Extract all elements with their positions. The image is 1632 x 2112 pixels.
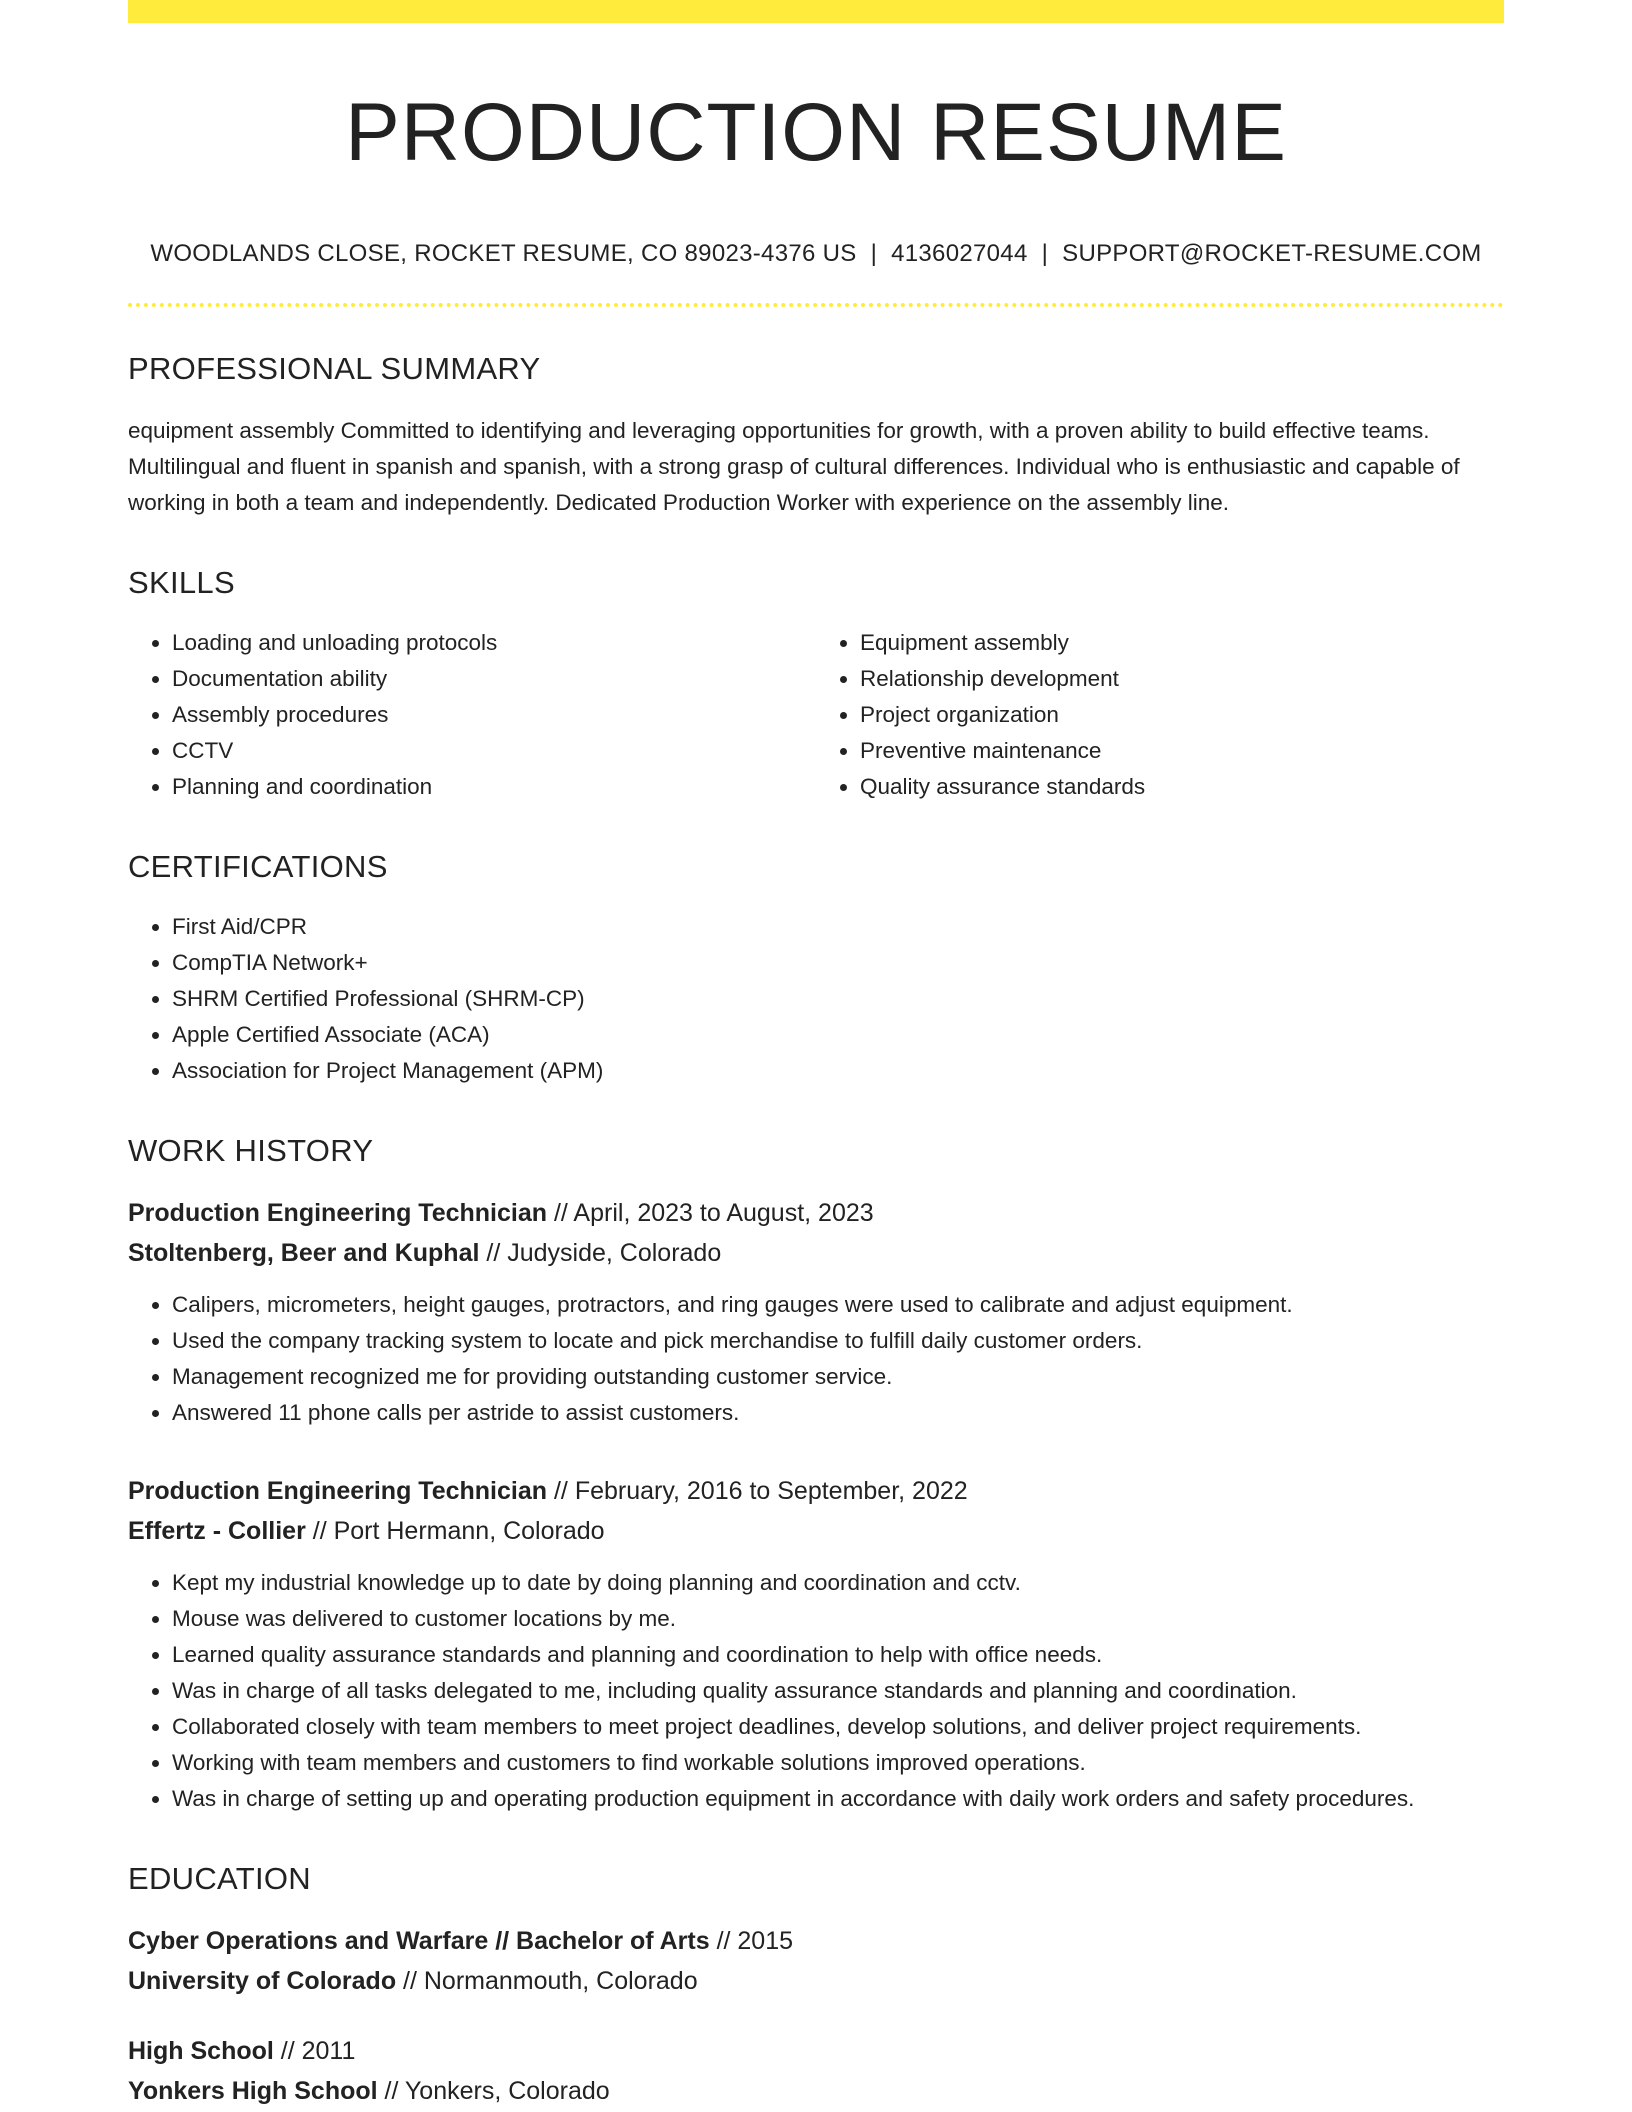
education-entry (128, 2031, 1504, 2111)
contact-email: SUPPORT@ROCKET-RESUME.COM (1062, 240, 1482, 267)
education-heading: EDUCATION (128, 1861, 311, 1896)
skill-item: • Quality assurance standards (860, 769, 1504, 805)
job-duty-item: • Collaborated closely with team members to meet project deadlines, develop solutions, and deliver project requirements. (172, 1709, 1504, 1745)
job-entry (128, 1471, 1504, 1817)
certifications-list (128, 909, 1504, 1089)
certification-item: • Apple Certified Associate (ACA) (172, 1017, 1504, 1053)
job-location: // Judyside, Colorado (479, 1239, 722, 1267)
job-duties-list (128, 1565, 1504, 1817)
education-location: // Normanmouth, Colorado (396, 1967, 698, 1995)
summary-heading: PROFESSIONAL SUMMARY (128, 351, 541, 386)
education-school-line (128, 1961, 1504, 2001)
skill-item: • Documentation ability (172, 661, 816, 697)
certifications-heading: CERTIFICATIONS (128, 849, 388, 884)
skill-item: • Assembly procedures (172, 697, 816, 733)
contact-separator: | (870, 240, 878, 267)
contact-line (128, 239, 1504, 269)
skill-item: • Planning and coordination (172, 769, 816, 805)
job-duty-item: • Mouse was delivered to customer locations by me. (172, 1601, 1504, 1637)
skill-item: • Project organization (860, 697, 1504, 733)
education-entry (128, 1921, 1504, 2001)
education-school-line (128, 2071, 1504, 2111)
skills-columns (128, 603, 1504, 805)
certification-item: • Association for Project Management (APM) (172, 1053, 1504, 1089)
job-title-line (128, 1471, 1504, 1511)
skill-item: • Equipment assembly (860, 625, 1504, 661)
education-year: // 2011 (273, 2037, 356, 2065)
skills-list-right (816, 625, 1504, 805)
skill-item: • Relationship development (860, 661, 1504, 697)
job-duty-item: • Management recognized me for providing outstanding customer service. (172, 1359, 1504, 1395)
job-duty-item: • Answered 11 phone calls per astride to assist customers. (172, 1395, 1504, 1431)
skills-heading: SKILLS (128, 565, 235, 600)
job-dates: // April, 2023 to August, 2023 (547, 1199, 874, 1227)
job-company: Stoltenberg, Beer and Kuphal (128, 1239, 480, 1267)
certification-item: • First Aid/CPR (172, 909, 1504, 945)
contact-phone: 4136027044 (891, 240, 1028, 267)
resume-title: PRODUCTION RESUME (345, 87, 1287, 178)
job-company-line (128, 1233, 1504, 1273)
education-location: // Yonkers, Colorado (377, 2077, 610, 2105)
dotted-divider (128, 303, 1504, 307)
job-role: Production Engineering Technician (128, 1199, 548, 1227)
job-duty-item: • Kept my industrial knowledge up to date by doing planning and coordination and cctv. (172, 1565, 1504, 1601)
education-school: Yonkers High School (128, 2077, 378, 2105)
accent-top-bar (128, 0, 1504, 23)
education-degree-line (128, 1921, 1504, 1961)
work-history-heading: WORK HISTORY (128, 1133, 374, 1168)
contact-address: WOODLANDS CLOSE, ROCKET RESUME, CO 89023-4376 US (150, 240, 857, 267)
job-duty-item: • Calipers, micrometers, height gauges, protractors, and ring gauges were used to calibrate and adjust equipment. (172, 1287, 1504, 1323)
job-location: // Port Hermann, Colorado (305, 1517, 605, 1545)
education-degree: Cyber Operations and Warfare // Bachelor of Arts (128, 1927, 710, 1955)
job-dates: // February, 2016 to September, 2022 (547, 1477, 968, 1505)
job-duty-item: • Was in charge of all tasks delegated to me, including quality assurance standards and planning and coordination. (172, 1673, 1504, 1709)
skill-item: • Preventive maintenance (860, 733, 1504, 769)
resume-content (128, 23, 1504, 2111)
job-title-line (128, 1193, 1504, 1233)
job-company: Effertz - Collier (128, 1517, 306, 1545)
job-duty-item: • Working with team members and customers to find workable solutions improved operations. (172, 1745, 1504, 1781)
summary-text: equipment assembly Committed to identifying and leveraging opportunities for growth, with a proven ability to build effective teams. Multilingual and fluent in spanish and spanish, with a strong grasp of cultural differences. Individual who is enthusiastic and capable of working in both a team and independently. Dedicated Production Worker with experience on the assembly line. (128, 418, 1460, 515)
skills-list-left (128, 625, 816, 805)
job-company-line (128, 1511, 1504, 1551)
education-school: University of Colorado (128, 1967, 397, 1995)
education-degree-line (128, 2031, 1504, 2071)
job-entry (128, 1193, 1504, 1431)
skill-item: • Loading and unloading protocols (172, 625, 816, 661)
education-degree: High School (128, 2037, 274, 2065)
certification-item: • CompTIA Network+ (172, 945, 1504, 981)
contact-separator: | (1041, 240, 1049, 267)
certification-item: • SHRM Certified Professional (SHRM-CP) (172, 981, 1504, 1017)
education-year: // 2015 (709, 1927, 794, 1955)
job-duty-item: • Learned quality assurance standards and planning and coordination to help with office needs. (172, 1637, 1504, 1673)
job-role: Production Engineering Technician (128, 1477, 548, 1505)
job-duties-list (128, 1287, 1504, 1431)
job-duty-item: • Was in charge of setting up and operating production equipment in accordance with daily work orders and safety procedures. (172, 1781, 1504, 1817)
skill-item: • CCTV (172, 733, 816, 769)
job-duty-item: • Used the company tracking system to locate and pick merchandise to fulfill daily customer orders. (172, 1323, 1504, 1359)
